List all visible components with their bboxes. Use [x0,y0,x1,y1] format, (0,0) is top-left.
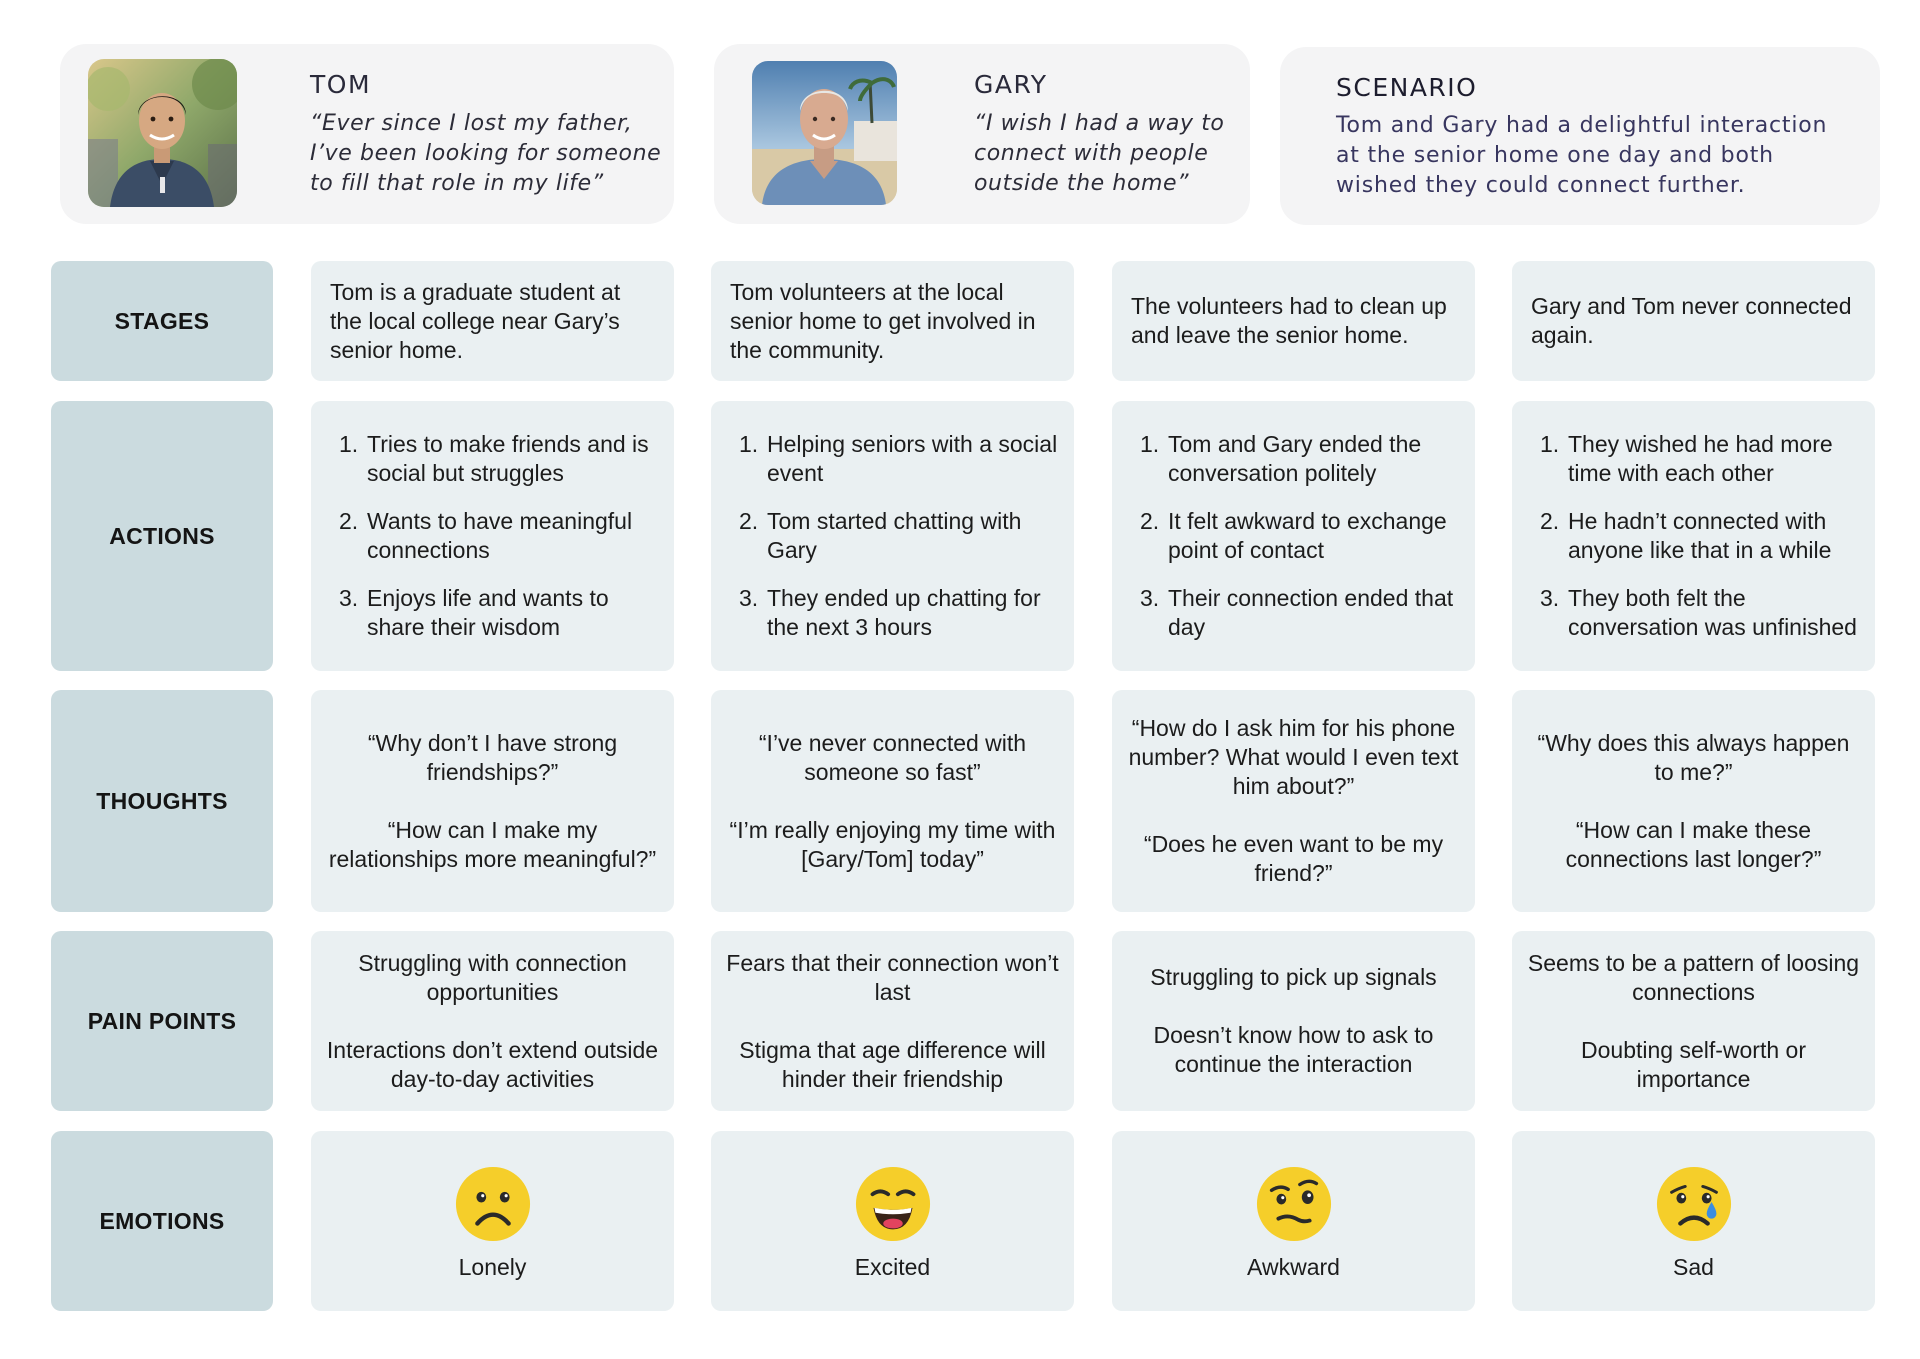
stage-cell [1112,261,1475,381]
tom-avatar [88,59,237,207]
row-label-emotions: EMOTIONS [51,1131,273,1311]
action-item [339,584,660,642]
pain-point-text: Struggling with connection opportunities [358,949,627,1005]
action-text: Tom started chatting with Gary [767,508,1022,563]
scenario-title: SCENARIO [1336,73,1478,102]
action-text: Enjoys life and wants to share their wisdom [367,585,609,640]
thought-quote: “I’ve never connected with someone so fast” [758,729,1027,785]
thought-quote: “How can I make my relationships more meaningful?” [328,816,657,872]
emotion-cell [711,1131,1074,1311]
raised-eyebrow-face-icon [1255,1165,1333,1243]
row-label-pain-points: PAIN POINTS [51,931,273,1111]
action-number: 2. [339,508,359,534]
persona-name: GARY [974,70,1048,99]
pain-point-text: Struggling to pick up signals [1150,964,1437,990]
action-number: 1. [1140,431,1160,457]
actions-cell [1112,401,1475,671]
stage-text: The volunteers had to clean up and leave the senior home. [1131,293,1447,348]
stage-cell [711,261,1074,381]
thought-quote: “Does he even want to be my friend?” [1143,831,1444,886]
action-text: They wished he had more time with each other [1568,431,1833,486]
persona-card-gary [714,44,1250,224]
pain-point-text: Seems to be a pattern of loosing connections [1527,949,1860,1005]
scenario-card [1280,47,1880,225]
persona-quote: “I wish I had a way to connect with people outside the home” [974,111,1225,196]
action-number: 2. [1140,508,1160,534]
action-text: Wants to have meaningful connections [367,508,633,563]
pain-points-cell [311,931,674,1111]
pain-points-cell [1112,931,1475,1111]
action-number: 1. [739,431,759,457]
thought-quote: “How can I make these connections last longer?” [1565,816,1822,872]
pain-point-text: Fears that their connection won’t last [726,949,1059,1005]
grinning-winking-face-icon [854,1165,932,1243]
actions-list [1512,430,1875,642]
scenario-text: Tom and Gary had a delightful interaction at the senior home one day and both wished they could connect further. [1336,113,1828,198]
thoughts-cell [1512,690,1875,912]
action-text: It felt awkward to exchange point of contact [1168,508,1447,563]
row-label-thoughts: THOUGHTS [51,690,273,912]
emotion-label: Sad [1673,1254,1714,1280]
emotion-label: Awkward [1247,1254,1340,1280]
persona-card-tom [60,44,674,224]
action-number: 2. [1540,508,1560,534]
emotion-label: Excited [854,1254,931,1280]
action-item [1540,507,1861,565]
emotion-label: Lonely [458,1254,527,1280]
action-number: 3. [339,585,359,611]
thoughts-cell [1112,690,1475,912]
tom-portrait-image [88,59,237,207]
action-text: He hadn’t connected with anyone like that in a while [1568,508,1832,563]
actions-list [311,430,674,642]
persona-quote: “Ever since I lost my father, I’ve been looking for someone to fill that role in my life” [310,111,662,196]
emotion-cell [311,1131,674,1311]
stage-cell [1512,261,1875,381]
action-text: Tom and Gary ended the conversation politely [1168,431,1422,486]
action-text: Tries to make friends and is social but struggles [367,431,649,486]
pain-point-text: Interactions don’t extend outside day-to-day activities [326,1036,659,1092]
action-text: Helping seniors with a social event [767,431,1058,486]
action-number: 1. [1540,431,1560,457]
action-item [739,430,1060,488]
gary-avatar [752,61,897,205]
thought-quote: “How do I ask him for his phone number? What would I even text him about?” [1128,715,1459,799]
pain-points-cell [711,931,1074,1111]
action-item [1540,430,1861,488]
stage-text: Tom volunteers at the local senior home to get involved in the community. [730,278,1036,363]
emotion-cell [1512,1131,1875,1311]
stage-text: Gary and Tom never connected again. [1531,293,1852,348]
actions-list [1112,430,1475,642]
thought-quote: “Why don’t I have strong friendships?” [367,729,618,785]
thought-quote: “Why does this always happen to me?” [1537,729,1850,785]
actions-list [711,430,1074,642]
thought-quote: “I’m really enjoying my time with [Gary/Tom] today” [729,816,1056,872]
action-item [739,507,1060,565]
stage-text: Tom is a graduate student at the local college near Gary’s senior home. [330,278,621,363]
action-text: They both felt the conversation was unfinished [1568,585,1857,640]
action-item [339,507,660,565]
gary-portrait-image [752,61,897,205]
action-number: 3. [739,585,759,611]
action-item [1140,584,1461,642]
persona-name: TOM [310,70,372,99]
actions-cell [311,401,674,671]
action-number: 2. [739,508,759,534]
action-item [1140,507,1461,565]
action-item [339,430,660,488]
action-item [739,584,1060,642]
pain-points-cell [1512,931,1875,1111]
actions-cell [1512,401,1875,671]
stage-cell [311,261,674,381]
actions-cell [711,401,1074,671]
action-item [1540,584,1861,642]
pain-point-text: Doesn’t know how to ask to continue the interaction [1153,1022,1434,1077]
row-label-stages: STAGES [51,261,273,381]
action-number: 3. [1140,585,1160,611]
action-text: They ended up chatting for the next 3 hours [767,585,1041,640]
crying-face-icon [1655,1165,1733,1243]
action-item [1140,430,1461,488]
action-number: 3. [1540,585,1560,611]
action-text: Their connection ended that day [1168,585,1454,640]
row-label-actions: ACTIONS [51,401,273,671]
thoughts-cell [711,690,1074,912]
action-number: 1. [339,431,359,457]
emotion-cell [1112,1131,1475,1311]
pain-point-text: Stigma that age difference will hinder their friendship [739,1036,1046,1092]
frowning-face-icon [454,1165,532,1243]
pain-point-text: Doubting self-worth or importance [1581,1036,1806,1092]
thoughts-cell [311,690,674,912]
